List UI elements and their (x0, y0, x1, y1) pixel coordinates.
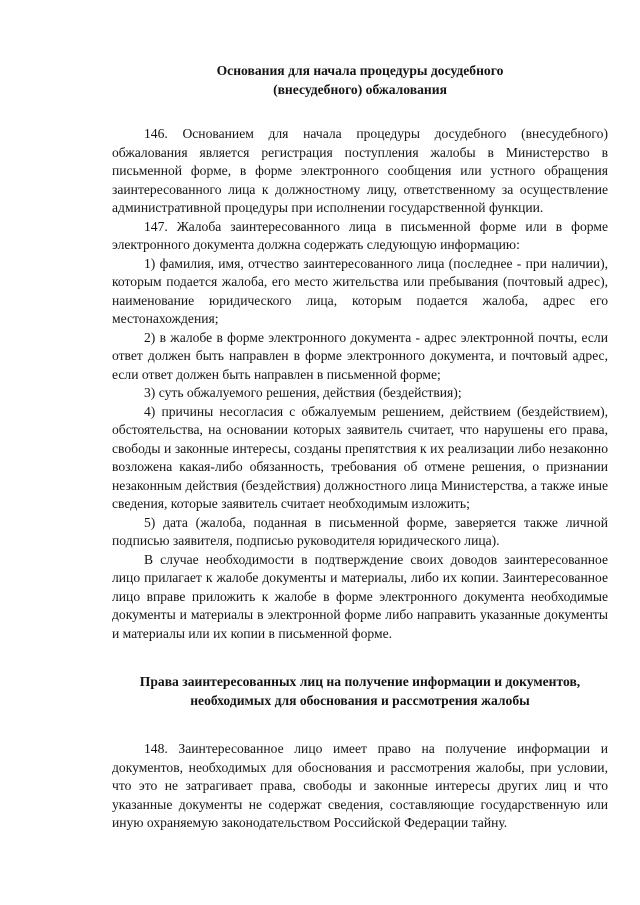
heading-line: необходимых для обоснования и рассмотрения жалобы (190, 692, 530, 708)
section-body-appeal-grounds (112, 125, 608, 643)
list-item-4: 4) причины несогласия с обжалуемым решением, действием (бездействием), обстоятельства, на основании которых заявитель считает, что нарушены его права, свободы и законные интересы, созданы препятствия к их реализации либо незаконно возложена какая-либо обязанность, требования об отмене решения, о признании незаконным действия (бездействия) должностного лица Министерства, а также иные сведения, которые заявитель считает необходимым изложить; (112, 403, 608, 511)
heading-line: (внесудебного) обжалования (273, 81, 447, 97)
section-body-information-rights (112, 740, 608, 833)
paragraph-147: 147. Жалоба заинтересованного лица в письменной форме или в форме электронного документа должна содержать следующую информацию: (112, 218, 608, 252)
document-page (112, 62, 608, 833)
paragraph-attachments: В случае необходимости в подтверждение своих доводов заинтересованное лицо прилагает к жалобе документы и материалы, либо их копии. Заинтересованное лицо вправе приложить к жалобе в форме электронного документа необходимые документы и материалы в электронной форме либо направить указанные документы и материалы или их копии в письменной форме. (112, 551, 608, 641)
heading-line: Основания для начала процедуры досудебного (216, 63, 504, 78)
list-item-5: 5) дата (жалоба, поданная в письменной форме, заверяется также личной подписью заявителя, подписью руководителя юридического лица). (112, 514, 608, 548)
list-item-1: 1) фамилия, имя, отчество заинтересованного лица (последнее - при наличии), которым подается жалоба, его место жительства или пребывания (почтовый адрес), наименование юридического лица, которым подается жалоба, адрес его местонахождения; (112, 255, 608, 326)
section-heading-information-rights (112, 673, 608, 710)
heading-line: Права заинтересованных лиц на получение информации и документов, (139, 674, 581, 689)
section-heading-appeal-grounds (112, 62, 608, 99)
list-item-3: 3) суть обжалуемого решения, действия (бездействия); (144, 385, 462, 400)
paragraph-146: 146. Основанием для начала процедуры досудебного (внесудебного) обжалования является регистрация поступления жалобы в Министерство в письменной форме, в форме электронного сообщения или устного обращения заинтересованного лица к должностному лицу, ответственному за осуществление административной процедуры при исполнении государственной функции. (112, 126, 608, 215)
paragraph-148: 148. Заинтересованное лицо имеет право на получение информации и документов, необходимых для обоснования и рассмотрения жалобы, при условии, что это не затрагивает права, свободы и законные интересы других лиц и что указанные документы не содержат сведения, составляющие государственную или иную охраняемую законодательством Российской Федерации тайну. (112, 741, 608, 830)
list-item-2: 2) в жалобе в форме электронного документа - адрес электронной почты, если ответ должен быть направлен в форме электронного документа, и почтовый адрес, если ответ должен быть направлен в письменной форме; (112, 329, 608, 382)
